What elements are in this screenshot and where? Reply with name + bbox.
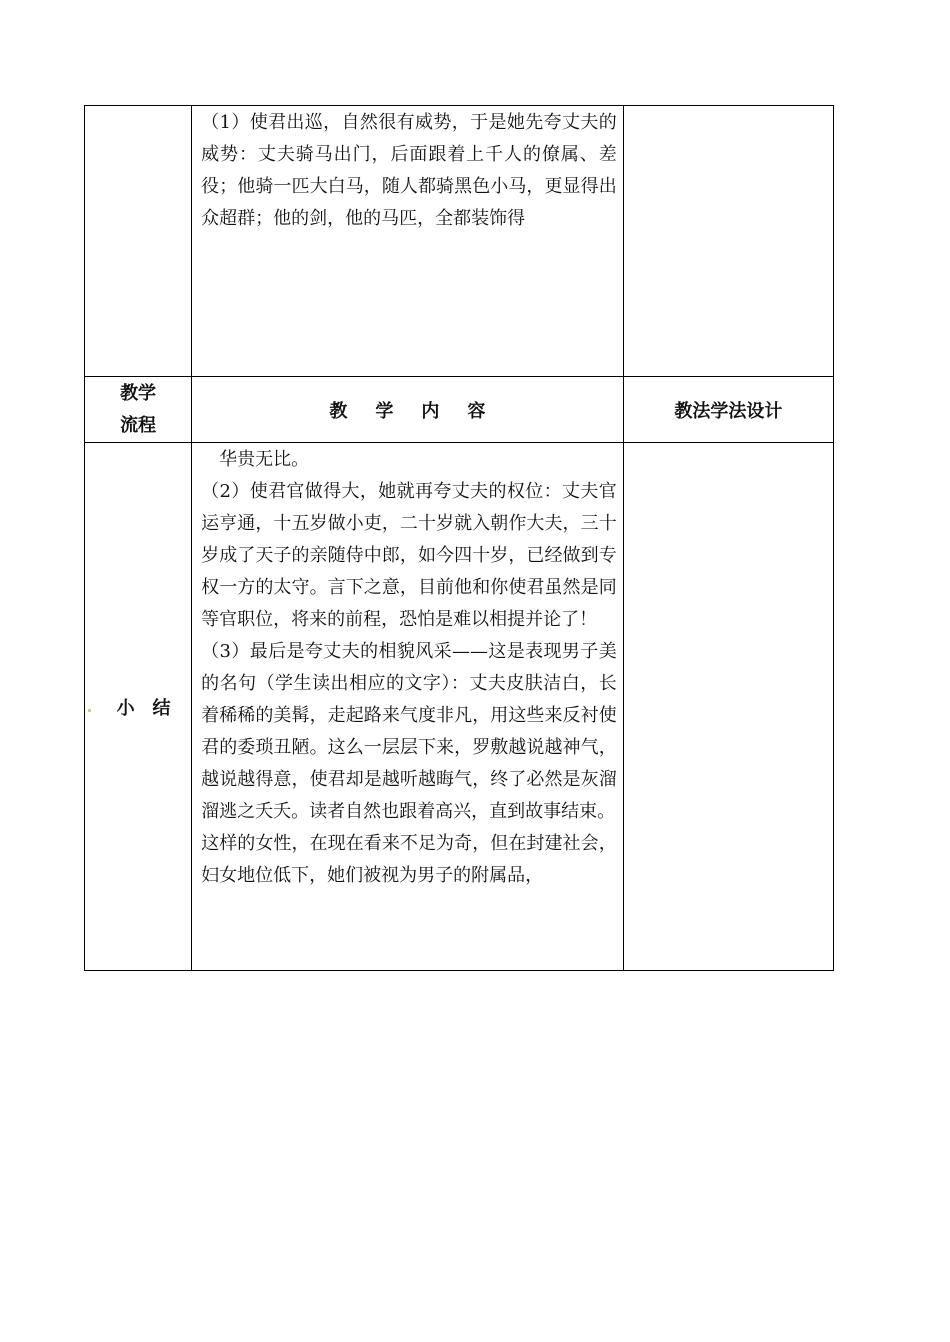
header-stage-line: 教学 — [120, 382, 157, 404]
content-paragraph: （3）最后是夸丈夫的相貌风采——这是表现男子美的名句（学生读出相应的文字）：丈夫皮肤洁白，长着稀稀的美髯，走起路来气度非凡，用这些来反衬使君的委琐丑陋。这么一层层下来，罗敷越说越神气，越说越得意，使君却是越听越晦气，终了必然是灰溜溜逃之夭夭。读者自然也跟着高兴，直到故事结束。 — [201, 641, 617, 823]
table-row — [85, 443, 834, 971]
header-content-label: 教学内容 — [329, 400, 514, 422]
header-method-label: 教法学法设计 — [674, 400, 783, 422]
header-stage-line: 流程 — [120, 414, 157, 436]
content-paragraph: 华贵无比。 — [219, 449, 310, 471]
content-text-block — [192, 106, 623, 235]
header-stage — [85, 377, 192, 443]
content-paragraph: （1）使君出巡，自然很有威势，于是她先夸丈夫的威势：丈夫骑马出门，后面跟着上千人的僚属、差役；他骑一匹大白马，随人都骑黑色小马，更显得出众超群；他的剑，他的马匹，全都装饰得 — [201, 112, 617, 229]
stage-cell — [85, 443, 192, 971]
lesson-plan-table — [84, 105, 834, 971]
header-content — [192, 377, 624, 443]
stage-cell — [85, 106, 192, 377]
stage-label: 小结 — [116, 697, 189, 719]
table-row — [85, 106, 834, 377]
content-cell — [192, 443, 624, 971]
content-paragraph: 这样的女性，在现在看来不足为奇，但在封建社会，妇女地位低下，她们被视为男子的附属品， — [201, 833, 617, 887]
content-paragraph: （2）使君官做得大，她就再夸丈夫的权位：丈夫官运亨通，十五岁做小吏，二十岁就入朝作大夫，三十岁成了天子的亲随侍中郎，如今四十岁，已经做到专权一方的太守。言下之意，目前他和你使君虽然是同等官职位，将来的前程，恐怕是难以相提并论了！ — [201, 481, 617, 631]
method-cell — [623, 443, 833, 971]
table-header-row — [85, 377, 834, 443]
mark-dot — [88, 709, 91, 712]
method-cell — [623, 106, 833, 377]
content-cell — [192, 106, 624, 377]
content-text-block — [192, 443, 623, 892]
header-method — [623, 377, 833, 443]
